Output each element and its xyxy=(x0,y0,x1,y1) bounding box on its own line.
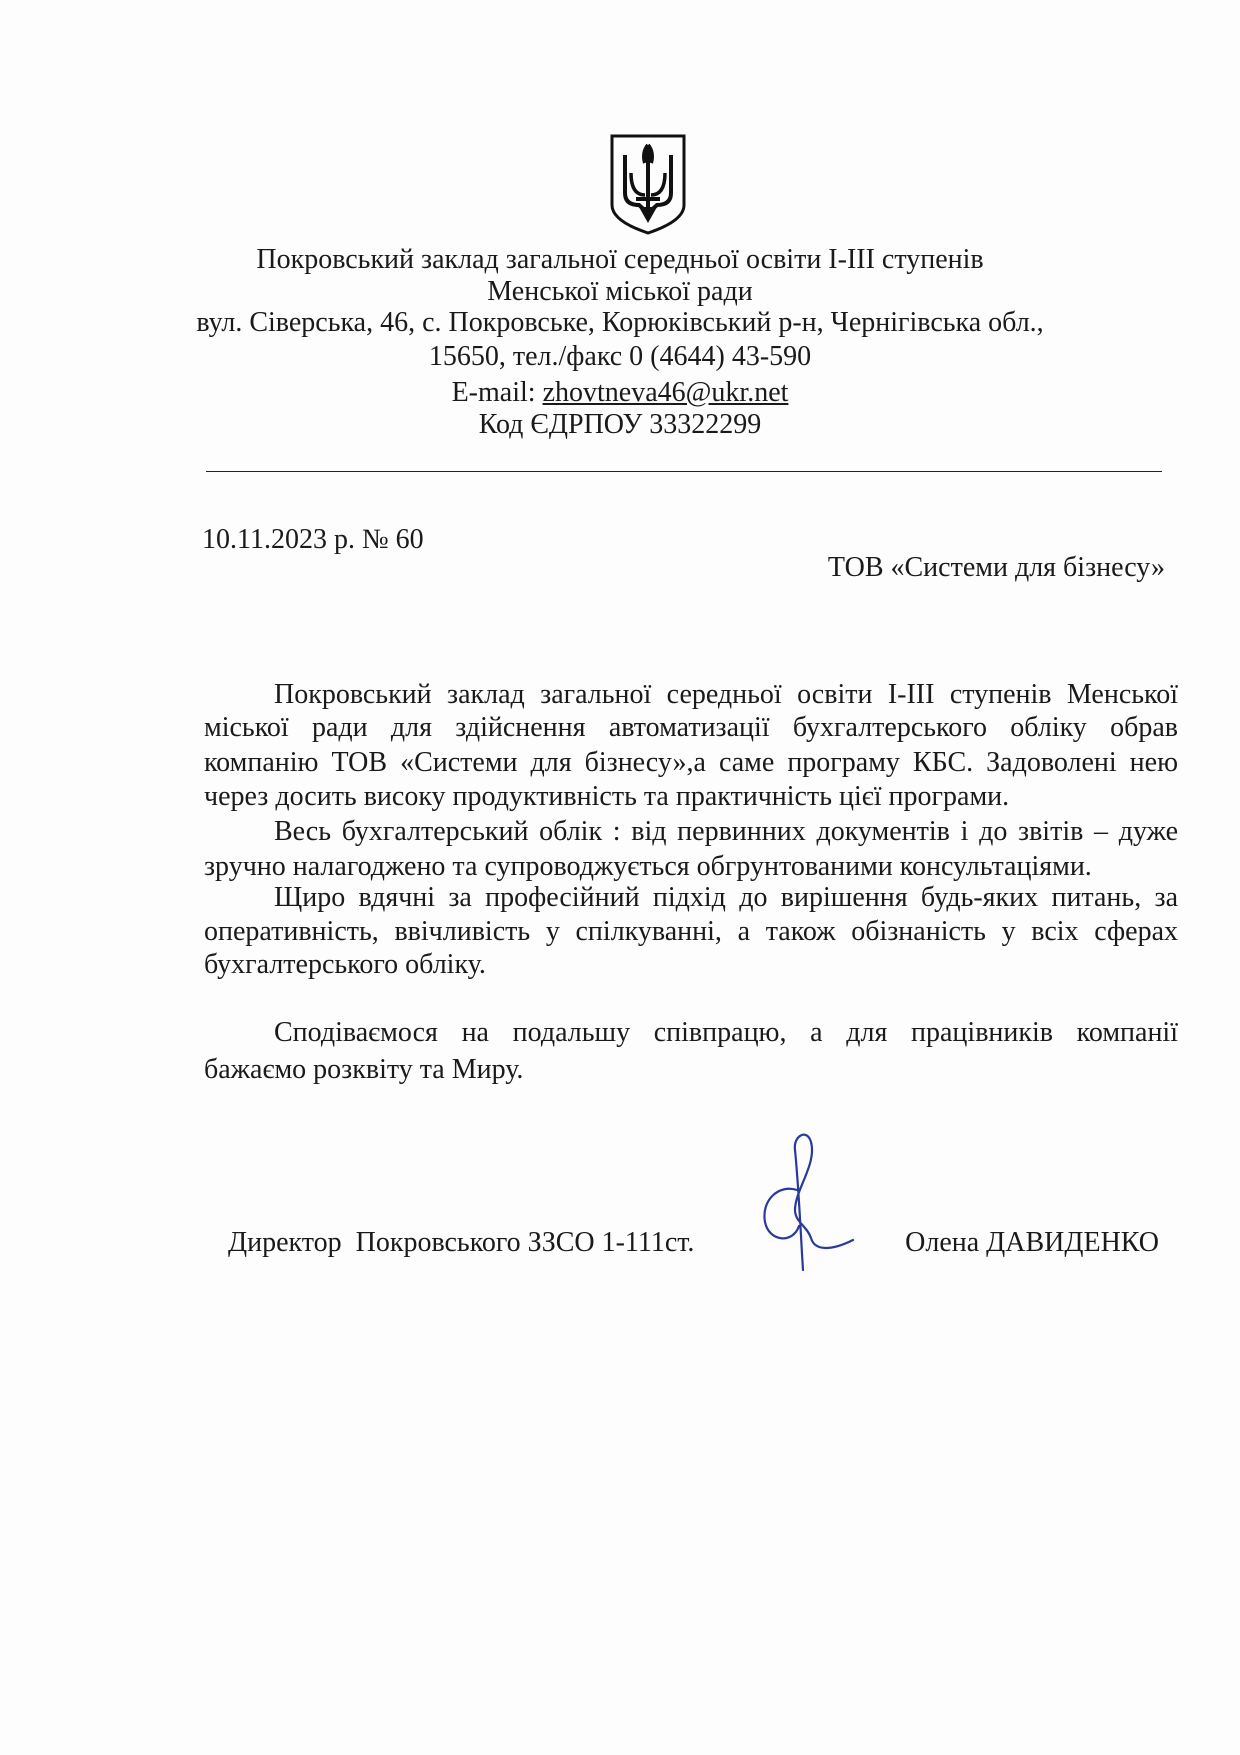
signatory-name: Олена ДАВИДЕНКО xyxy=(905,1227,1159,1258)
header-divider xyxy=(206,471,1162,472)
body-line: компанію ТОВ «Системи для бізнесу»,а саме програму КБС. Задоволені нею xyxy=(204,747,1178,778)
email-label: E-mail: xyxy=(451,377,543,408)
coat-of-arms-icon xyxy=(609,133,687,236)
org-email-line xyxy=(0,376,1240,409)
body-line: міської ради для здійснення автоматизації бухгалтерського обліку обрав xyxy=(204,712,1178,743)
signatory-position: Директор Покровського ЗЗСО 1-111ст. xyxy=(228,1227,695,1258)
org-address: вул. Сіверська, 46, с. Покровське, Корюківський р-н, Чернігівська обл., xyxy=(196,307,1044,338)
org-postal-phone: 15650, тел./факс 0 (4644) 43-590 xyxy=(428,341,812,372)
body-line: Покровський заклад загальної середньої освіти І-ІІІ ступенів Менської xyxy=(274,679,1178,710)
org-name-line2: Менської міської ради xyxy=(487,276,753,307)
body-line: через досить високу продуктивність та практичність цієї програми. xyxy=(204,781,1010,812)
body-line: Весь бухгалтерський облік : від первинних документів і до звітів – дуже xyxy=(274,816,1178,847)
body-line: бажаємо розквіту та Миру. xyxy=(204,1054,524,1085)
org-name-line1: Покровський заклад загальної середньої освіти І-ІІІ ступенів xyxy=(256,244,984,275)
body-line: Сподіваємося на подальшу співпрацю, а для працівників компанії xyxy=(274,1017,1178,1048)
date-number: 10.11.2023 р. № 60 xyxy=(202,524,424,555)
body-line: зручно налагоджено та супроводжується обгрунтованими консультаціями. xyxy=(204,851,1092,882)
body-line: Щиро вдячні за професійний підхід до вирішення будь-яких питань, за xyxy=(274,882,1178,913)
org-edrpou: Код ЄДРПОУ 33322299 xyxy=(478,409,762,440)
body-line: бухгалтерського обліку. xyxy=(204,949,486,980)
email-link[interactable]: zhovtneva46@ukr.net xyxy=(542,377,789,408)
recipient: ТОВ «Системи для бізнесу» xyxy=(827,552,1165,583)
body-line: оперативність, ввічливість у спілкуванні, а також обізнаність у всіх сферах xyxy=(204,916,1178,947)
handwritten-signature xyxy=(755,1130,860,1275)
